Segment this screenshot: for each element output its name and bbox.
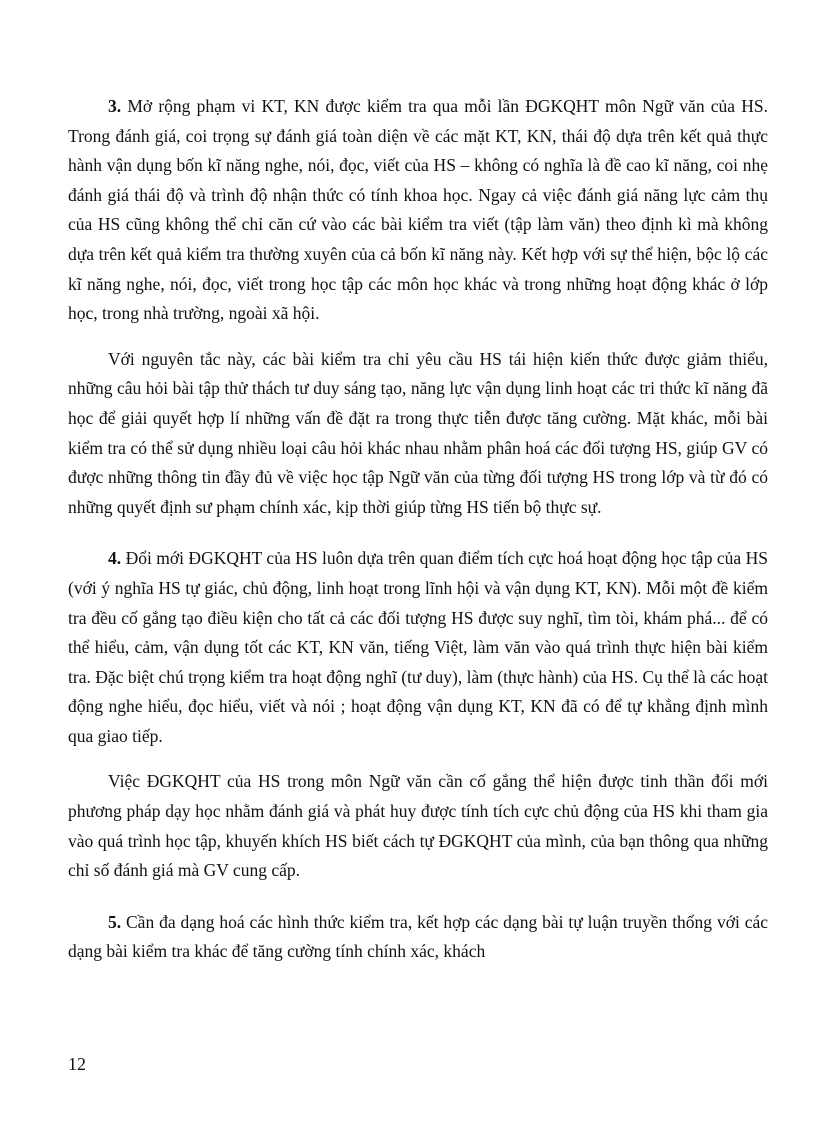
- paragraph-assessment: [68, 767, 768, 885]
- page-number: 12: [68, 1054, 86, 1074]
- section-number-3: 3.: [108, 96, 122, 116]
- paragraph-section-3: [68, 92, 768, 329]
- paragraph-text: Việc ĐGKQHT của HS trong môn Ngữ văn cần cố gắng thể hiện được tinh thần đổi mới phương pháp dạy học nhằm đánh giá và phát huy được tính tích cực chủ động của HS khi tham gia vào quá trình học tập, khuyến khích HS biết cách tự ĐGKQHT của mình, của bạn thông qua những chỉ số đánh giá mà GV cung cấp.: [68, 771, 768, 881]
- paragraph-text: Mở rộng phạm vi KT, KN được kiểm tra qua mỗi lần ĐGKQHT môn Ngữ văn của HS. Trong đánh giá, coi trọng sự đánh giá toàn diện về các mặt KT, KN, thái độ dựa trên kết quả thực hành vận dụng bốn kĩ năng nghe, nói, đọc, viết của HS – không có nghĩa là đề cao kĩ năng, coi nhẹ đánh giá thái độ và trình độ nhận thức có tính khoa học. Ngay cả việc đánh giá năng lực cảm thụ của HS cũng không thể chỉ căn cứ vào các bài kiểm tra viết (tập làm văn) theo định kì mà không dựa trên kết quả kiểm tra thường xuyên của cả bốn kĩ năng này. Kết hợp với sự thể hiện, bộc lộ các kĩ năng nghe, nói, đọc, viết trong học tập các môn học khác và trong những hoạt động khác ở lớp học, trong nhà trường, ngoài xã hội.: [68, 96, 768, 324]
- paragraph-principle: [68, 345, 768, 523]
- paragraph-text: Đổi mới ĐGKQHT của HS luôn dựa trên quan điểm tích cực hoá hoạt động học tập của HS (với ý nghĩa HS tự giác, chủ động, linh hoạt trong lĩnh hội và vận dụng KT, KN). Mỗi một đề kiểm tra đều cố gắng tạo điều kiện cho tất cả các đối tượng HS được suy nghĩ, tìm tòi, khám phá... để có thể hiểu, cảm, vận dụng tốt các KT, KN văn, tiếng Việt, làm văn vào quá trình thực hiện bài kiểm tra. Đặc biệt chú trọng kiểm tra hoạt động nghĩ (tư duy), làm (thực hành) của HS. Cụ thể là các hoạt động nghe hiểu, đọc hiểu, viết và nói ; hoạt động vận dụng KT, KN đã có để tự khẳng định mình qua giao tiếp.: [68, 548, 768, 746]
- paragraph-text: Cần đa dạng hoá các hình thức kiểm tra, kết hợp các dạng bài tự luận truyền thống với các dạng bài kiểm tra khác để tăng cường tính chính xác, khách: [68, 911, 768, 962]
- section-number-4: 4.: [108, 548, 122, 569]
- paragraph-section-5: [68, 908, 768, 967]
- paragraph-text: Với nguyên tắc này, các bài kiểm tra chỉ yêu cầu HS tái hiện kiến thức được giảm thiểu, những câu hỏi bài tập thử thách tư duy sáng tạo, năng lực vận dụng linh hoạt các tri thức kĩ năng đã học để giải quyết hợp lí những vấn đề đặt ra trong thực tiễn được tăng cường. Mặt khác, mỗi bài kiểm tra có thể sử dụng nhiều loại câu hỏi khác nhau nhằm phân hoá các đối tượng HS, giúp GV có được những thông tin đầy đủ về việc học tập Ngữ văn của từng đối tượng HS trong lớp và từ đó có những quyết định sư phạm chính xác, kịp thời giúp từng HS tiến bộ thực sự.: [68, 348, 768, 517]
- page-body: [68, 92, 768, 967]
- section-number-5: 5.: [108, 911, 122, 932]
- paragraph-section-4: [68, 544, 768, 751]
